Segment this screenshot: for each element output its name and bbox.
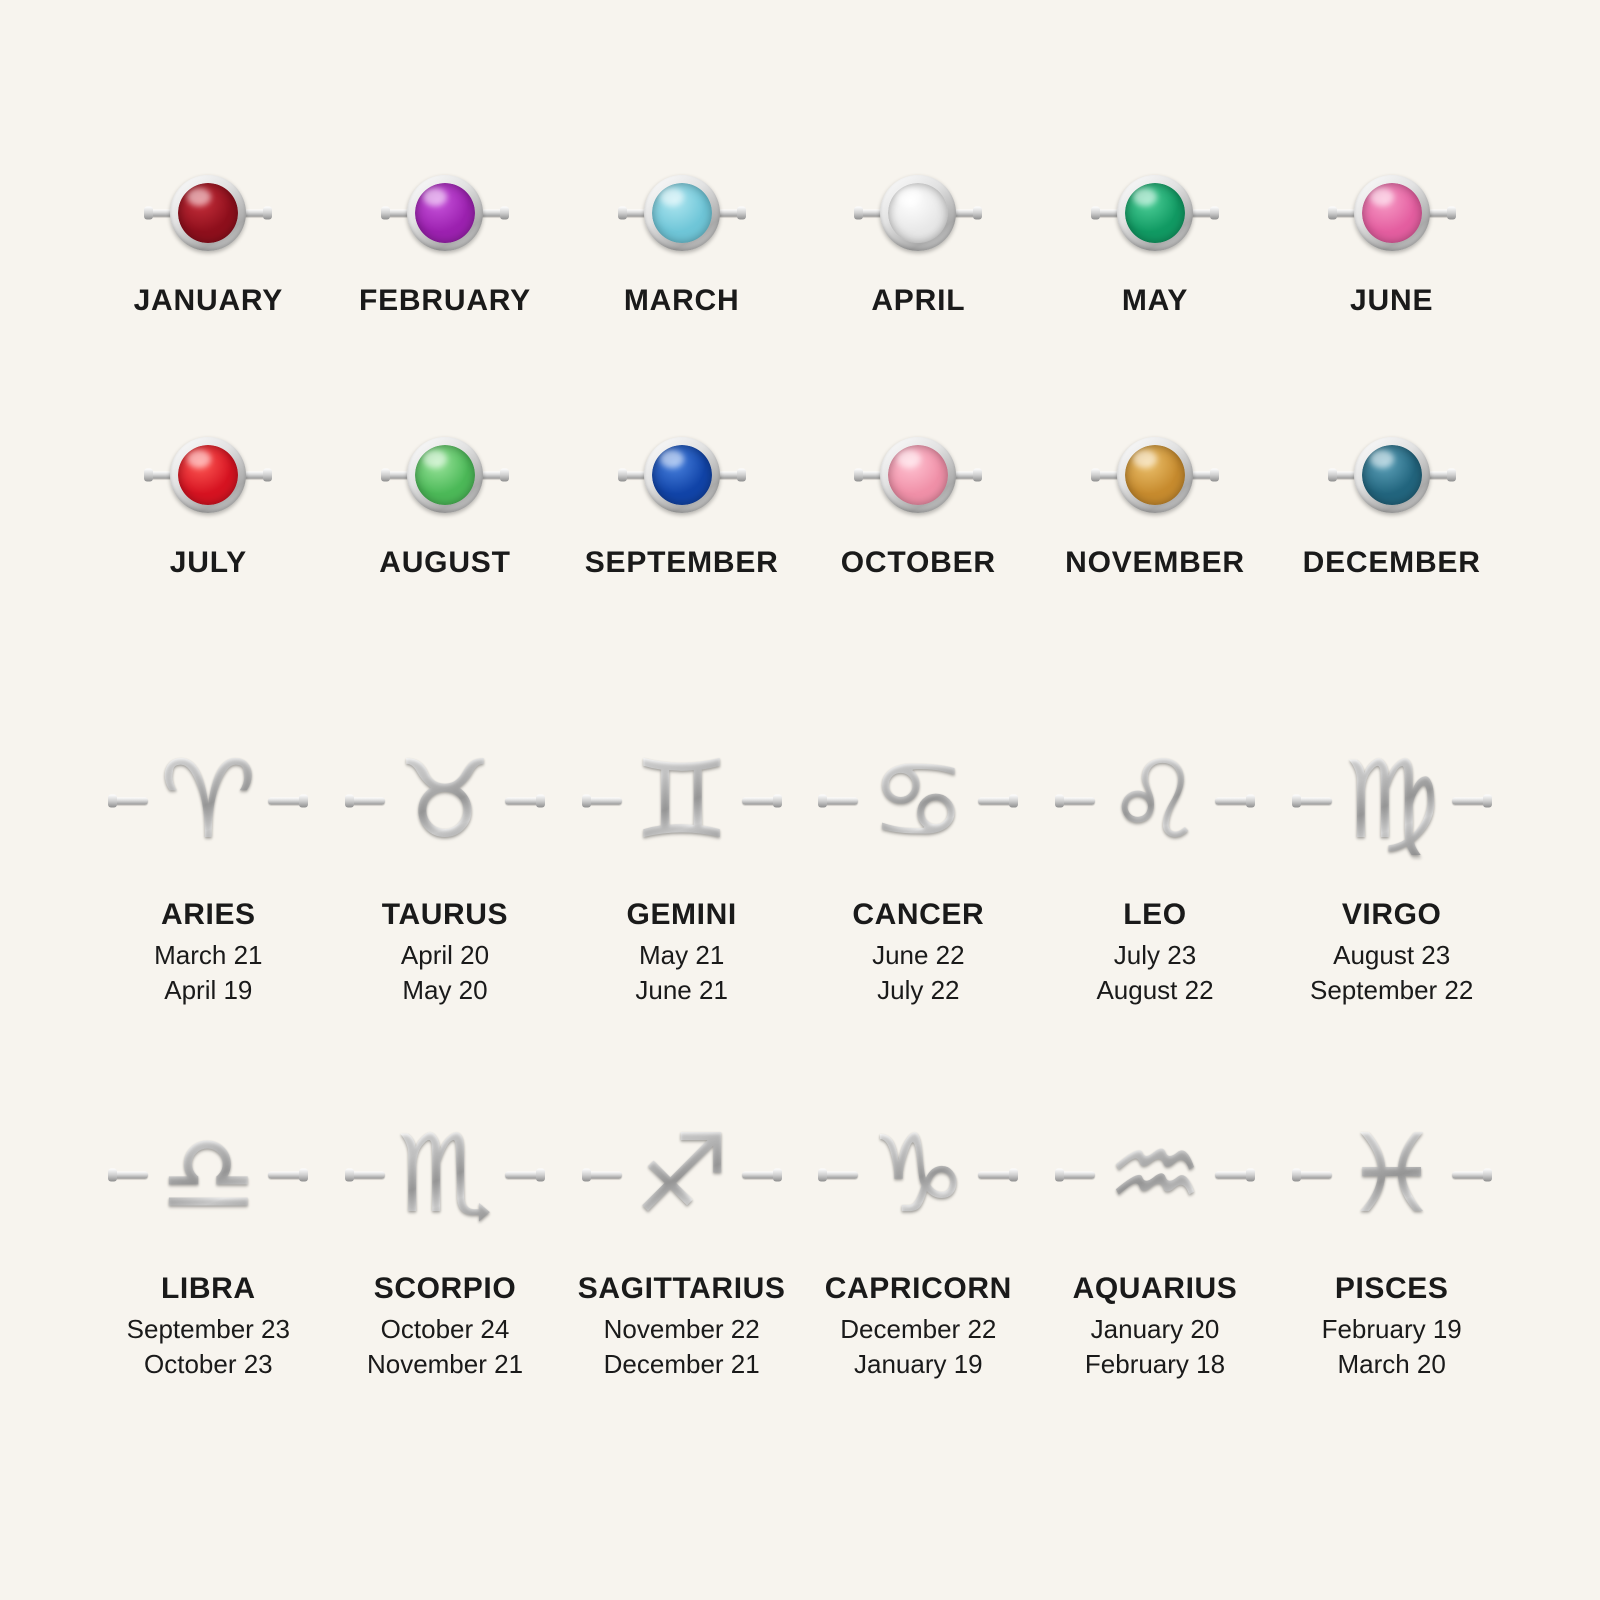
- connector-bar-right-icon: [1215, 1172, 1253, 1179]
- zodiac-item[interactable]: [1037, 726, 1274, 1008]
- zodiac-date-range: [635, 938, 728, 1008]
- birthstone-item[interactable]: [1037, 168, 1274, 318]
- bezel-setting-icon: [644, 175, 720, 251]
- birthstone-charm-icon: [365, 430, 525, 520]
- zodiac-date-end: May 20: [402, 975, 488, 1006]
- connector-bar-left-icon: [584, 1172, 622, 1179]
- month-label: FEBRUARY: [359, 284, 531, 317]
- birthstone-charm-icon: [128, 430, 288, 520]
- zodiac-date-start: June 22: [872, 940, 965, 970]
- sagittarius-charm-icon: [582, 1100, 782, 1250]
- zodiac-name: TAURUS: [381, 898, 509, 931]
- gemstone-icon: [1125, 183, 1185, 243]
- zodiac-date-range: [1310, 938, 1473, 1008]
- zodiac-date-range: [872, 938, 965, 1008]
- birthstone-charm-icon: [838, 168, 998, 258]
- zodiac-name: LIBRA: [161, 1272, 256, 1306]
- leo-charm-icon: [1055, 726, 1255, 876]
- month-label: OCTOBER: [840, 546, 996, 579]
- zodiac-date-range: [604, 1312, 760, 1382]
- zodiac-item[interactable]: [90, 726, 327, 1008]
- zodiac-date-start: December 22: [840, 1314, 997, 1345]
- connector-bar-right-icon: [505, 798, 543, 805]
- gemstone-icon: [652, 183, 712, 243]
- month-label: MAY: [1121, 284, 1189, 317]
- zodiac-glyph: ♒: [1106, 1112, 1204, 1238]
- zodiac-date-end: October 23: [144, 1349, 273, 1380]
- zodiac-date-range: [127, 1312, 290, 1382]
- connector-bar-left-icon: [820, 798, 858, 805]
- zodiac-row-first-half: [90, 580, 1510, 1008]
- zodiac-date-range: [154, 938, 262, 1008]
- birthstone-charm-icon: [365, 168, 525, 258]
- birthstone-charm-icon: [128, 168, 288, 258]
- zodiac-name: SCORPIO: [373, 1272, 517, 1306]
- month-label: DECEMBER: [1302, 546, 1481, 579]
- month-label: JUNE: [1350, 284, 1434, 317]
- zodiac-glyph: ♉: [396, 738, 494, 863]
- gemstone-icon: [888, 445, 948, 505]
- zodiac-glyph: ♑: [869, 1112, 967, 1238]
- birthstone-item[interactable]: [327, 168, 564, 318]
- zodiac-date-end: July 22: [877, 975, 960, 1006]
- zodiac-glyph: ♓: [1343, 1112, 1441, 1238]
- zodiac-date-end: February 18: [1084, 1349, 1226, 1380]
- connector-bar-left-icon: [1057, 1172, 1095, 1179]
- zodiac-date-range: [1096, 938, 1213, 1008]
- connector-bar-right-icon: [268, 798, 306, 805]
- zodiac-date-start: March 21: [154, 940, 263, 970]
- month-label: NOVEMBER: [1065, 546, 1245, 579]
- birthstone-charm-icon: [602, 168, 762, 258]
- bezel-setting-icon: [644, 437, 720, 513]
- zodiac-name: VIRGO: [1341, 898, 1442, 931]
- birthstone-item[interactable]: [1273, 430, 1510, 580]
- birthstone-item[interactable]: [327, 430, 564, 580]
- month-label: MARCH: [623, 284, 740, 317]
- pisces-charm-icon: [1292, 1100, 1492, 1250]
- bezel-setting-icon: [407, 175, 483, 251]
- bezel-setting-icon: [407, 437, 483, 513]
- zodiac-date-end: August 22: [1096, 975, 1214, 1006]
- connector-bar-left-icon: [1057, 798, 1095, 805]
- zodiac-item[interactable]: [1273, 726, 1510, 1008]
- birthstone-charm-icon: [1312, 168, 1472, 258]
- virgo-charm-icon: [1292, 726, 1492, 876]
- zodiac-date-start: February 19: [1321, 1314, 1462, 1345]
- zodiac-item[interactable]: [800, 1100, 1037, 1382]
- zodiac-date-start: April 20: [400, 940, 490, 970]
- birthstone-item[interactable]: [90, 430, 327, 580]
- zodiac-date-start: January 20: [1090, 1314, 1220, 1345]
- zodiac-date-end: March 20: [1337, 1349, 1446, 1380]
- connector-bar-right-icon: [742, 1172, 780, 1179]
- zodiac-date-end: September 22: [1310, 975, 1474, 1006]
- zodiac-date-range: [840, 1312, 996, 1382]
- birthstone-row-second-half: [90, 318, 1510, 580]
- zodiac-item[interactable]: [90, 1100, 327, 1382]
- birthstone-item[interactable]: [563, 168, 800, 318]
- bezel-setting-icon: [170, 437, 246, 513]
- connector-bar-left-icon: [1294, 1172, 1332, 1179]
- month-label: JULY: [169, 546, 247, 579]
- gemstone-icon: [415, 445, 475, 505]
- zodiac-row-second-half: [90, 1008, 1510, 1382]
- zodiac-date-range: [1085, 1312, 1225, 1382]
- birthstone-item[interactable]: [1273, 168, 1510, 318]
- cancer-charm-icon: [818, 726, 1018, 876]
- connector-bar-right-icon: [505, 1172, 543, 1179]
- bezel-setting-icon: [1354, 175, 1430, 251]
- gemstone-icon: [178, 445, 238, 505]
- gemstone-icon: [652, 445, 712, 505]
- connector-bar-left-icon: [110, 798, 148, 805]
- connector-bar-left-icon: [347, 798, 385, 805]
- bezel-setting-icon: [1117, 437, 1193, 513]
- birthstone-charm-icon: [602, 430, 762, 520]
- zodiac-glyph: ♍: [1343, 738, 1441, 863]
- zodiac-date-end: November 21: [366, 1349, 524, 1380]
- connector-bar-left-icon: [347, 1172, 385, 1179]
- zodiac-date-start: November 22: [603, 1314, 760, 1345]
- gemstone-icon: [1125, 445, 1185, 505]
- zodiac-date-end: June 21: [635, 975, 728, 1006]
- birthstone-item[interactable]: [90, 168, 327, 318]
- gemini-charm-icon: [582, 726, 782, 876]
- connector-bar-right-icon: [742, 798, 780, 805]
- aquarius-charm-icon: [1055, 1100, 1255, 1250]
- zodiac-item[interactable]: [563, 1100, 800, 1382]
- bezel-setting-icon: [1354, 437, 1430, 513]
- zodiac-item[interactable]: [1037, 1100, 1274, 1382]
- zodiac-glyph: ♎: [159, 1112, 257, 1238]
- capricorn-charm-icon: [818, 1100, 1018, 1250]
- zodiac-date-start: July 23: [1113, 940, 1197, 970]
- connector-bar-right-icon: [978, 798, 1016, 805]
- birthstone-charm-icon: [1312, 430, 1472, 520]
- zodiac-glyph: ♋: [869, 738, 967, 863]
- zodiac-item[interactable]: [1273, 1100, 1510, 1382]
- zodiac-date-range: [401, 938, 489, 1008]
- zodiac-date-start: September 23: [126, 1314, 290, 1345]
- birthstone-item[interactable]: [800, 430, 1037, 580]
- zodiac-item[interactable]: [327, 1100, 564, 1382]
- zodiac-glyph: ♊: [633, 738, 731, 863]
- birthstone-charm-icon: [1075, 168, 1235, 258]
- bezel-setting-icon: [880, 437, 956, 513]
- gemstone-icon: [178, 183, 238, 243]
- zodiac-name: CAPRICORN: [824, 1272, 1012, 1306]
- zodiac-glyph: ♈: [159, 738, 257, 863]
- zodiac-name: LEO: [1123, 898, 1187, 931]
- connector-bar-right-icon: [268, 1172, 306, 1179]
- zodiac-date-start: October 24: [380, 1314, 510, 1345]
- gemstone-icon: [1362, 183, 1422, 243]
- zodiac-glyph: ♌: [1106, 738, 1204, 863]
- gemstone-icon: [1362, 445, 1422, 505]
- zodiac-name: PISCES: [1334, 1272, 1449, 1306]
- connector-bar-right-icon: [1215, 798, 1253, 805]
- zodiac-name: GEMINI: [626, 898, 737, 931]
- bezel-setting-icon: [1117, 175, 1193, 251]
- libra-charm-icon: [108, 1100, 308, 1250]
- zodiac-date-start: August 23: [1333, 940, 1451, 970]
- birthstone-row-first-half: [90, 0, 1510, 318]
- month-label: AUGUST: [379, 546, 511, 579]
- zodiac-item[interactable]: [563, 726, 800, 1008]
- gemstone-icon: [888, 183, 948, 243]
- bezel-setting-icon: [880, 175, 956, 251]
- birthstone-item[interactable]: [1037, 430, 1274, 580]
- birthstone-charm-icon: [838, 430, 998, 520]
- month-label: SEPTEMBER: [584, 546, 779, 579]
- zodiac-date-range: [367, 1312, 523, 1382]
- connector-bar-left-icon: [820, 1172, 858, 1179]
- zodiac-glyph: ♏: [396, 1112, 494, 1238]
- birthstone-item[interactable]: [800, 168, 1037, 318]
- bezel-setting-icon: [170, 175, 246, 251]
- taurus-charm-icon: [345, 726, 545, 876]
- month-label: JANUARY: [133, 284, 284, 317]
- birthstone-charm-icon: [1075, 430, 1235, 520]
- connector-bar-right-icon: [1452, 1172, 1490, 1179]
- connector-bar-left-icon: [584, 798, 622, 805]
- zodiac-item[interactable]: [327, 726, 564, 1008]
- zodiac-name: AQUARIUS: [1072, 1272, 1238, 1306]
- zodiac-item[interactable]: [800, 726, 1037, 1008]
- zodiac-name: SAGITTARIUS: [577, 1272, 786, 1306]
- scorpio-charm-icon: [345, 1100, 545, 1250]
- gemstone-icon: [415, 183, 475, 243]
- aries-charm-icon: [108, 726, 308, 876]
- birthstone-item[interactable]: [563, 430, 800, 580]
- connector-bar-left-icon: [1294, 798, 1332, 805]
- zodiac-name: CANCER: [852, 898, 985, 931]
- zodiac-date-end: April 19: [164, 975, 253, 1006]
- zodiac-date-range: [1322, 1312, 1462, 1382]
- connector-bar-right-icon: [1452, 798, 1490, 805]
- zodiac-date-start: May 21: [639, 940, 725, 970]
- month-label: APRIL: [871, 284, 966, 317]
- zodiac-date-end: December 21: [603, 1349, 760, 1380]
- zodiac-name: ARIES: [160, 898, 256, 931]
- zodiac-glyph: ♐: [633, 1112, 731, 1238]
- connector-bar-right-icon: [978, 1172, 1016, 1179]
- zodiac-date-end: January 19: [853, 1349, 983, 1380]
- connector-bar-left-icon: [110, 1172, 148, 1179]
